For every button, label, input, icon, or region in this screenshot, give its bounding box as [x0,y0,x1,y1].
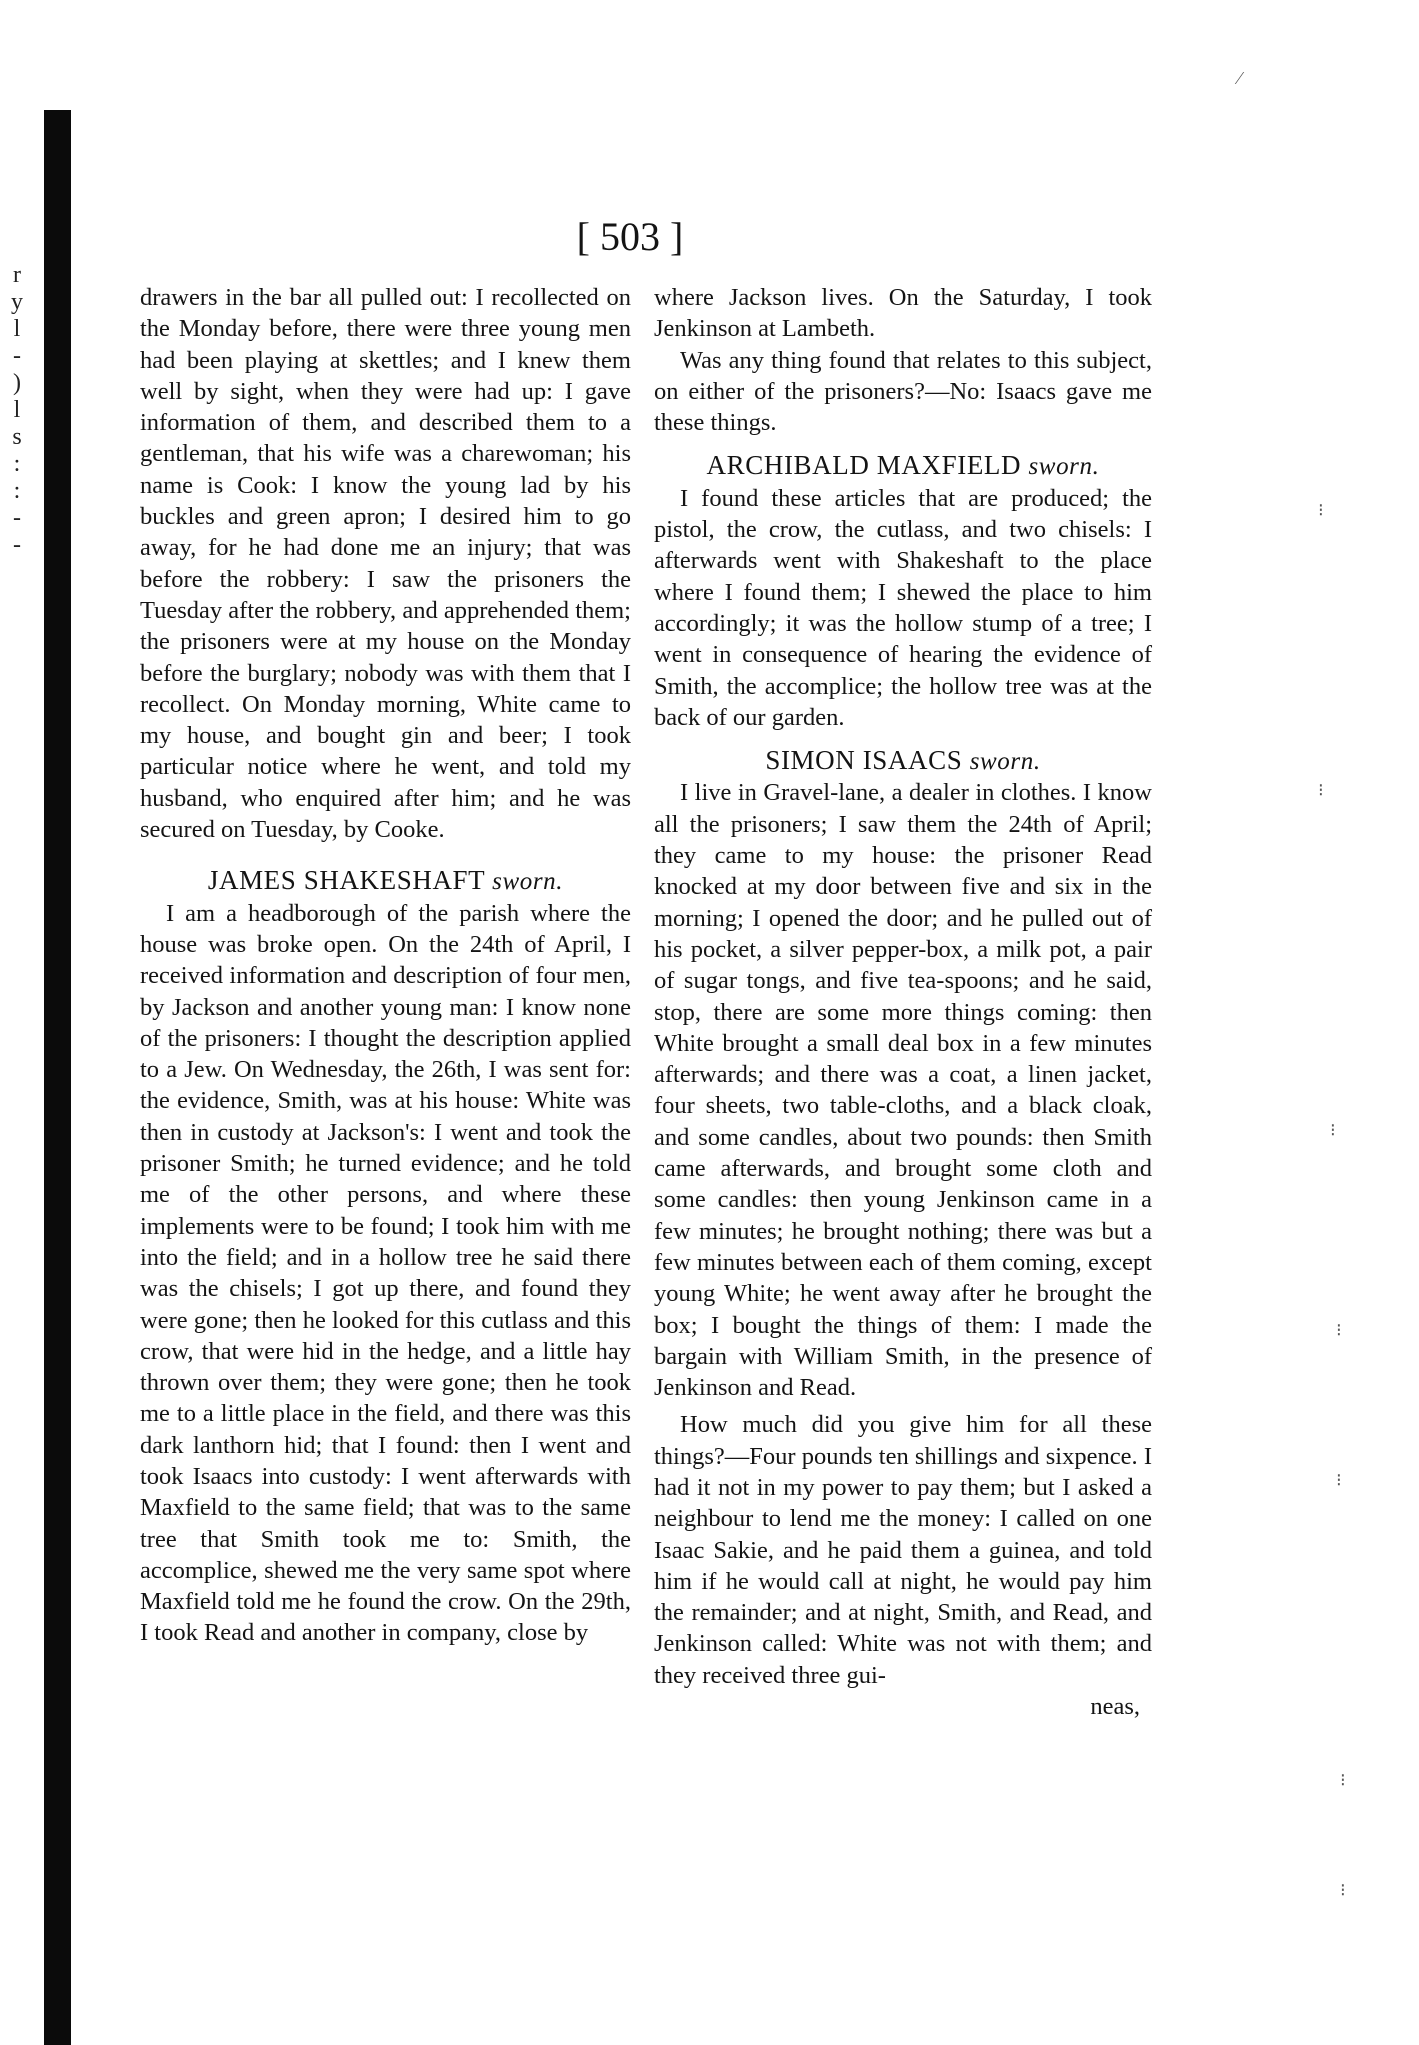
witness-heading [654,745,1152,777]
margin-char: : [13,451,21,477]
question-paragraph: Was any thing found that relates to this subject, on either of the prisoners?—No: Isaacs gave me these things. [654,346,1152,437]
margin-char: - [13,343,21,369]
margin-char: s [12,424,22,450]
page-number: [ 503 ] [576,214,684,259]
sworn-label: sworn. [492,868,564,896]
margin-char: - [13,532,21,558]
testimony-paragraph: I found these articles that are produced; the pistol, the crow, the cutlass, and two chisels: I afterwards went with Shakeshaft to the place where I found them; I shewed the place to him accordingly; it was the hollow stump of a tree; I went in consequence of hearing the evidence of Smith, the accomplice; the hollow tree was at the back of our garden. [654,484,1152,731]
scan-binding-shadow [44,110,71,2045]
witness-name: SIMON ISAACS [765,745,963,776]
testimony-paragraph: drawers in the bar all pulled out: I recollected on the Monday before, there were three young men had been playing at skettles; and I knew them well by sight, when they were had up: I gave information of them, and described them to a gentleman, that his wife was a charewoman; his name is Cook: I know the young lad by his buckles and green apron; I desired him to go away, for he had done me an injury; that was before the robbery: I saw the prisoners the Tuesday after the robbery, and apprehended them; the prisoners were at my house on the Monday before the burglary; nobody was with them that I recollect. On Monday morning, White came to my house, and bought gin and beer; I took particular notice where he went, and told my husband, who enquired after him; and he was secured on Tuesday, by Cooke. [140,284,631,844]
left-column [140,282,631,1649]
sworn-label: sworn. [969,748,1041,776]
catchword: neas, [1090,1693,1140,1721]
question-paragraph: How much did you give him for all these things?—Four pounds ten shillings and sixpence. I had it not in my power to pay them; but I asked a neighbour to lend me the money: I called on one Isaac Sakie, and he paid them a guinea, and told him if he would call at night, he would pay him the remainder; and at night, Smith, and Read, and Jenkinson called: White was not with them; and they received three gui- [654,1411,1152,1689]
witness-heading [654,450,1152,482]
margin-char: : [13,478,21,504]
left-margin-bleed-through [6,262,28,559]
testimony-paragraph: where Jackson lives. On the Saturday, I took Jenkinson at Lambeth. [654,284,1152,343]
margin-char: - [13,505,21,531]
testimony-paragraph: I am a headborough of the parish where the house was broke open. On the 24th of April, I received information and description of four men, by Jackson and another young man: I know none of the prisoners: I thought the description applied to a Jew. On Wednesday, the 26th, I was sent for: the evidence, Smith, was at his house: White was then in custody at Jackson's: I went and took the prisoner Smith; he turned evidence; and he told me of the other persons, and where these implements were to be found; I took him with me into the field; and in a hollow tree he said there was the chisels; I got up there, and found they were gone; then he looked for this cutlass and this crow, that were hid in the hedge, and a little hay thrown over them; they were gone; then he took me to a little place in the field, and there was this dark lanthorn hid; that I found: then I went and took Isaacs into custody: I went afterwards with Maxfield to the same field; that was to the same tree that Smith took me to: Smith, the accomplice, shewed me the very same spot where Maxfield told me he found the crow. On the 29th, I took Read and another in company, close by [140,899,631,1647]
margin-char: l [13,316,21,342]
margin-char: y [11,289,23,315]
margin-char: ) [13,370,21,396]
margin-char: l [13,397,21,423]
testimony-paragraph: I live in Gravel-lane, a dealer in clothes. I know all the prisoners; I saw them the 24th of April; they came to my house: the prisoner Read knocked at my door between five and six in the morning; I opened the door; and he pulled out of his pocket, a silver pepper-box, a milk pot, a pair of sugar tongs, and five tea-spoons; and he said, stop, there are some more things coming: then White brought a small deal box in a few minutes afterwards; and there was a coat, a linen jacket, four sheets, two table-cloths, and a black cloak, and some candles, about two pounds: then Smith came afterwards, and brought some cloth and some candles: then young Jenkinson came in a few minutes; he brought nothing; there was but a few minutes between each of them coming, except young White; he went away after he brought the box; I bought the things of them: I made the bargain with William Smith, in the presence of Jenkinson and Read. [654,779,1152,1402]
witness-name: ARCHIBALD MAXFIELD [706,450,1022,481]
witness-heading [140,865,631,897]
margin-char: r [13,262,21,288]
right-column [654,282,1152,1722]
witness-name: JAMES SHAKESHAFT [207,865,485,896]
sworn-label: sworn. [1028,453,1100,481]
